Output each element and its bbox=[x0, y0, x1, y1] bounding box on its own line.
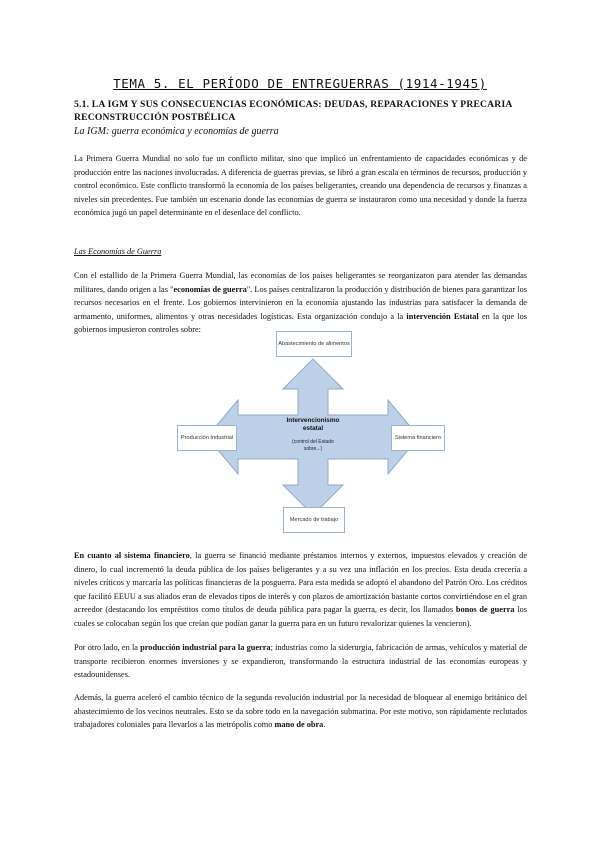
paragraph-cambio-tecnico: Además, la guerra aceleró el cambio técnico de la segunda revolución industrial por la necesidad de bloquear al enemigo británico del abastecimiento de los vecinos neutrales. Esto se da sobre todo en la navegación submarina. Por este motivo, son rápidamente reclutados trabajadores coloniales para llevarlos a las metrópolis como mano de obra. bbox=[74, 693, 527, 730]
box-abastecimiento: Abastecimiento de alimentos bbox=[276, 331, 352, 357]
intervencionismo-diagram bbox=[180, 337, 443, 537]
section-heading: 5.1. LA IGM Y SUS CONSECUENCIAS ECONÓMICAS: DEUDAS, REPARACIONES Y PRECARIA RECONSTRUCCIÓN POSTBÉLICA bbox=[74, 99, 512, 123]
paragraph-intro: La Primera Guerra Mundial no solo fue un conflicto militar, sino que implicó un enfrentamiento de capacidades económicas y de producción entre las naciones involucradas. A diferencia de guerras previas, se libró a gran escala en términos de recursos, producción y control económico. Este conflicto transformó la economía de los países beligerantes, creando una dependencia de recursos y finanzas a niveles sin precedentes. Fue también un escenario donde las economías de guerra se instauraron como una necesidad y donde la fuerza económica jugó un papel determinante en el desenlace del conflicto. bbox=[74, 154, 527, 218]
paragraph-produccion-industrial: Por otro lado, en la producción industrial para la guerra; industrias como la siderurgia, fabricación de armas, vehículos y material de transporte recibieron enormes inversiones y se expandieron, transformando la estructura industrial de las economías europeas y estadounidenses. bbox=[74, 643, 527, 680]
box-sistema-financiero: Sistema financiero bbox=[391, 425, 445, 451]
subsection-heading: Las Economías de Guerra bbox=[74, 247, 162, 256]
document-title: TEMA 5. EL PERÍODO DE ENTREGUERRAS (1914-1945) bbox=[113, 76, 487, 91]
paragraph-sistema-financiero: En cuanto al sistema financiero, la guerra se financió mediante préstamos internos y externos, impuestos elevados y creación de dinero, lo cual incrementó la deuda pública de los países beligerantes y a su vez una inflación en los precios. Esta deuda crecería a niveles críticos y marcaría las políticas financieras de la posguerra. Para esta medida se adoptó el abandono del Patrón Oro. Los créditos que facilitó EEUU a sus aliados eran de elevados tipos de interés y con plazos de amortización bastante cortos convirtiéndose en el gran acreedor (destacando los empréstitos como títulos de deuda pública para pagar la guerra, es decir, los llamados bonos de guerra los cuales se colocaban según los que creían que podían ganar la guerra para en un futuro revalorizar quienes la vencieron). bbox=[74, 551, 528, 628]
center-subtitle: (control del Estado sobre...) bbox=[292, 439, 334, 452]
section-subheading: La IGM: guerra económica y economías de guerra bbox=[74, 126, 279, 137]
center-title: Intervencionismo estatal bbox=[286, 417, 340, 432]
paragraph-economias: Con el estallido de la Primera Guerra Mundial, las economías de los países beligerantes se reorganizaron para atender las demandas militares, dando origen a las "economías de guerra". Los países centralizaron la producción y distribución de bienes para garantizar los recursos necesarios en el frente. Los gobiernos intervinieron en la economía ajustando las industrias para satisfacer la demanda de armamento, uniformes, alimentos y otras necesidades logísticas. Esta organización condujo a la intervención Estatal en la que los gobiernos impusieron controles sobre: bbox=[74, 271, 528, 335]
box-produccion-industrial: Producción Industrial bbox=[177, 425, 237, 451]
box-mercado-trabajo: Mercado de trabajo bbox=[283, 507, 345, 533]
cross-arrow-polygon bbox=[207, 359, 419, 515]
